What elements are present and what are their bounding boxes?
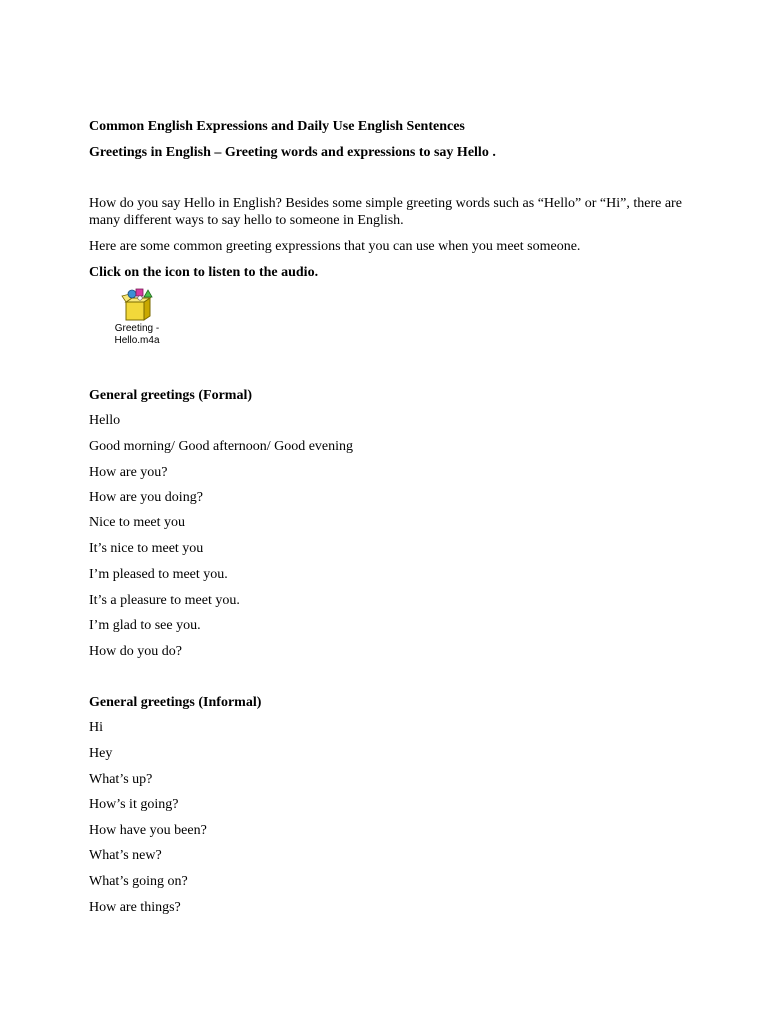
formal-heading: General greetings (Formal) (89, 388, 253, 403)
list-item: Good morning/ Good afternoon/ Good evening (89, 439, 354, 454)
list-item: What’s going on? (89, 874, 188, 889)
document-title: Common English Expressions and Daily Use English Sentences (89, 119, 465, 134)
audio-instruction: Click on the icon to listen to the audio. (89, 265, 319, 280)
audio-package-icon (118, 288, 156, 322)
list-item: What’s new? (89, 848, 162, 863)
list-item: What’s up? (89, 772, 153, 787)
audio-attachment[interactable] (104, 288, 170, 352)
list-item: Nice to meet you (89, 515, 186, 530)
list-item: How are things? (89, 900, 181, 915)
list-item: How do you do? (89, 644, 182, 659)
list-item: How’s it going? (89, 797, 179, 812)
list-item: Hello (89, 413, 121, 428)
intro-paragraph: How do you say Hello in English? Besides some simple greeting words such as “Hello” or “Hi”, there are many different ways to say hello to someone in English. (89, 196, 682, 228)
intro-paragraph-2: Here are some common greeting expressions that you can use when you meet someone. (89, 239, 581, 254)
attachment-label: Greeting - Hello.m4a (114, 323, 160, 346)
list-item: How have you been? (89, 823, 207, 838)
list-item: It’s nice to meet you (89, 541, 204, 556)
list-item: Hey (89, 746, 113, 761)
list-item: I’m pleased to meet you. (89, 567, 228, 582)
list-item: I’m glad to see you. (89, 618, 201, 633)
list-item: How are you? (89, 465, 168, 480)
list-item: It’s a pleasure to meet you. (89, 593, 240, 608)
informal-heading: General greetings (Informal) (89, 695, 262, 710)
document-subtitle: Greetings in English – Greeting words and expressions to say Hello . (89, 145, 496, 160)
list-item: How are you doing? (89, 490, 203, 505)
list-item: Hi (89, 720, 103, 735)
